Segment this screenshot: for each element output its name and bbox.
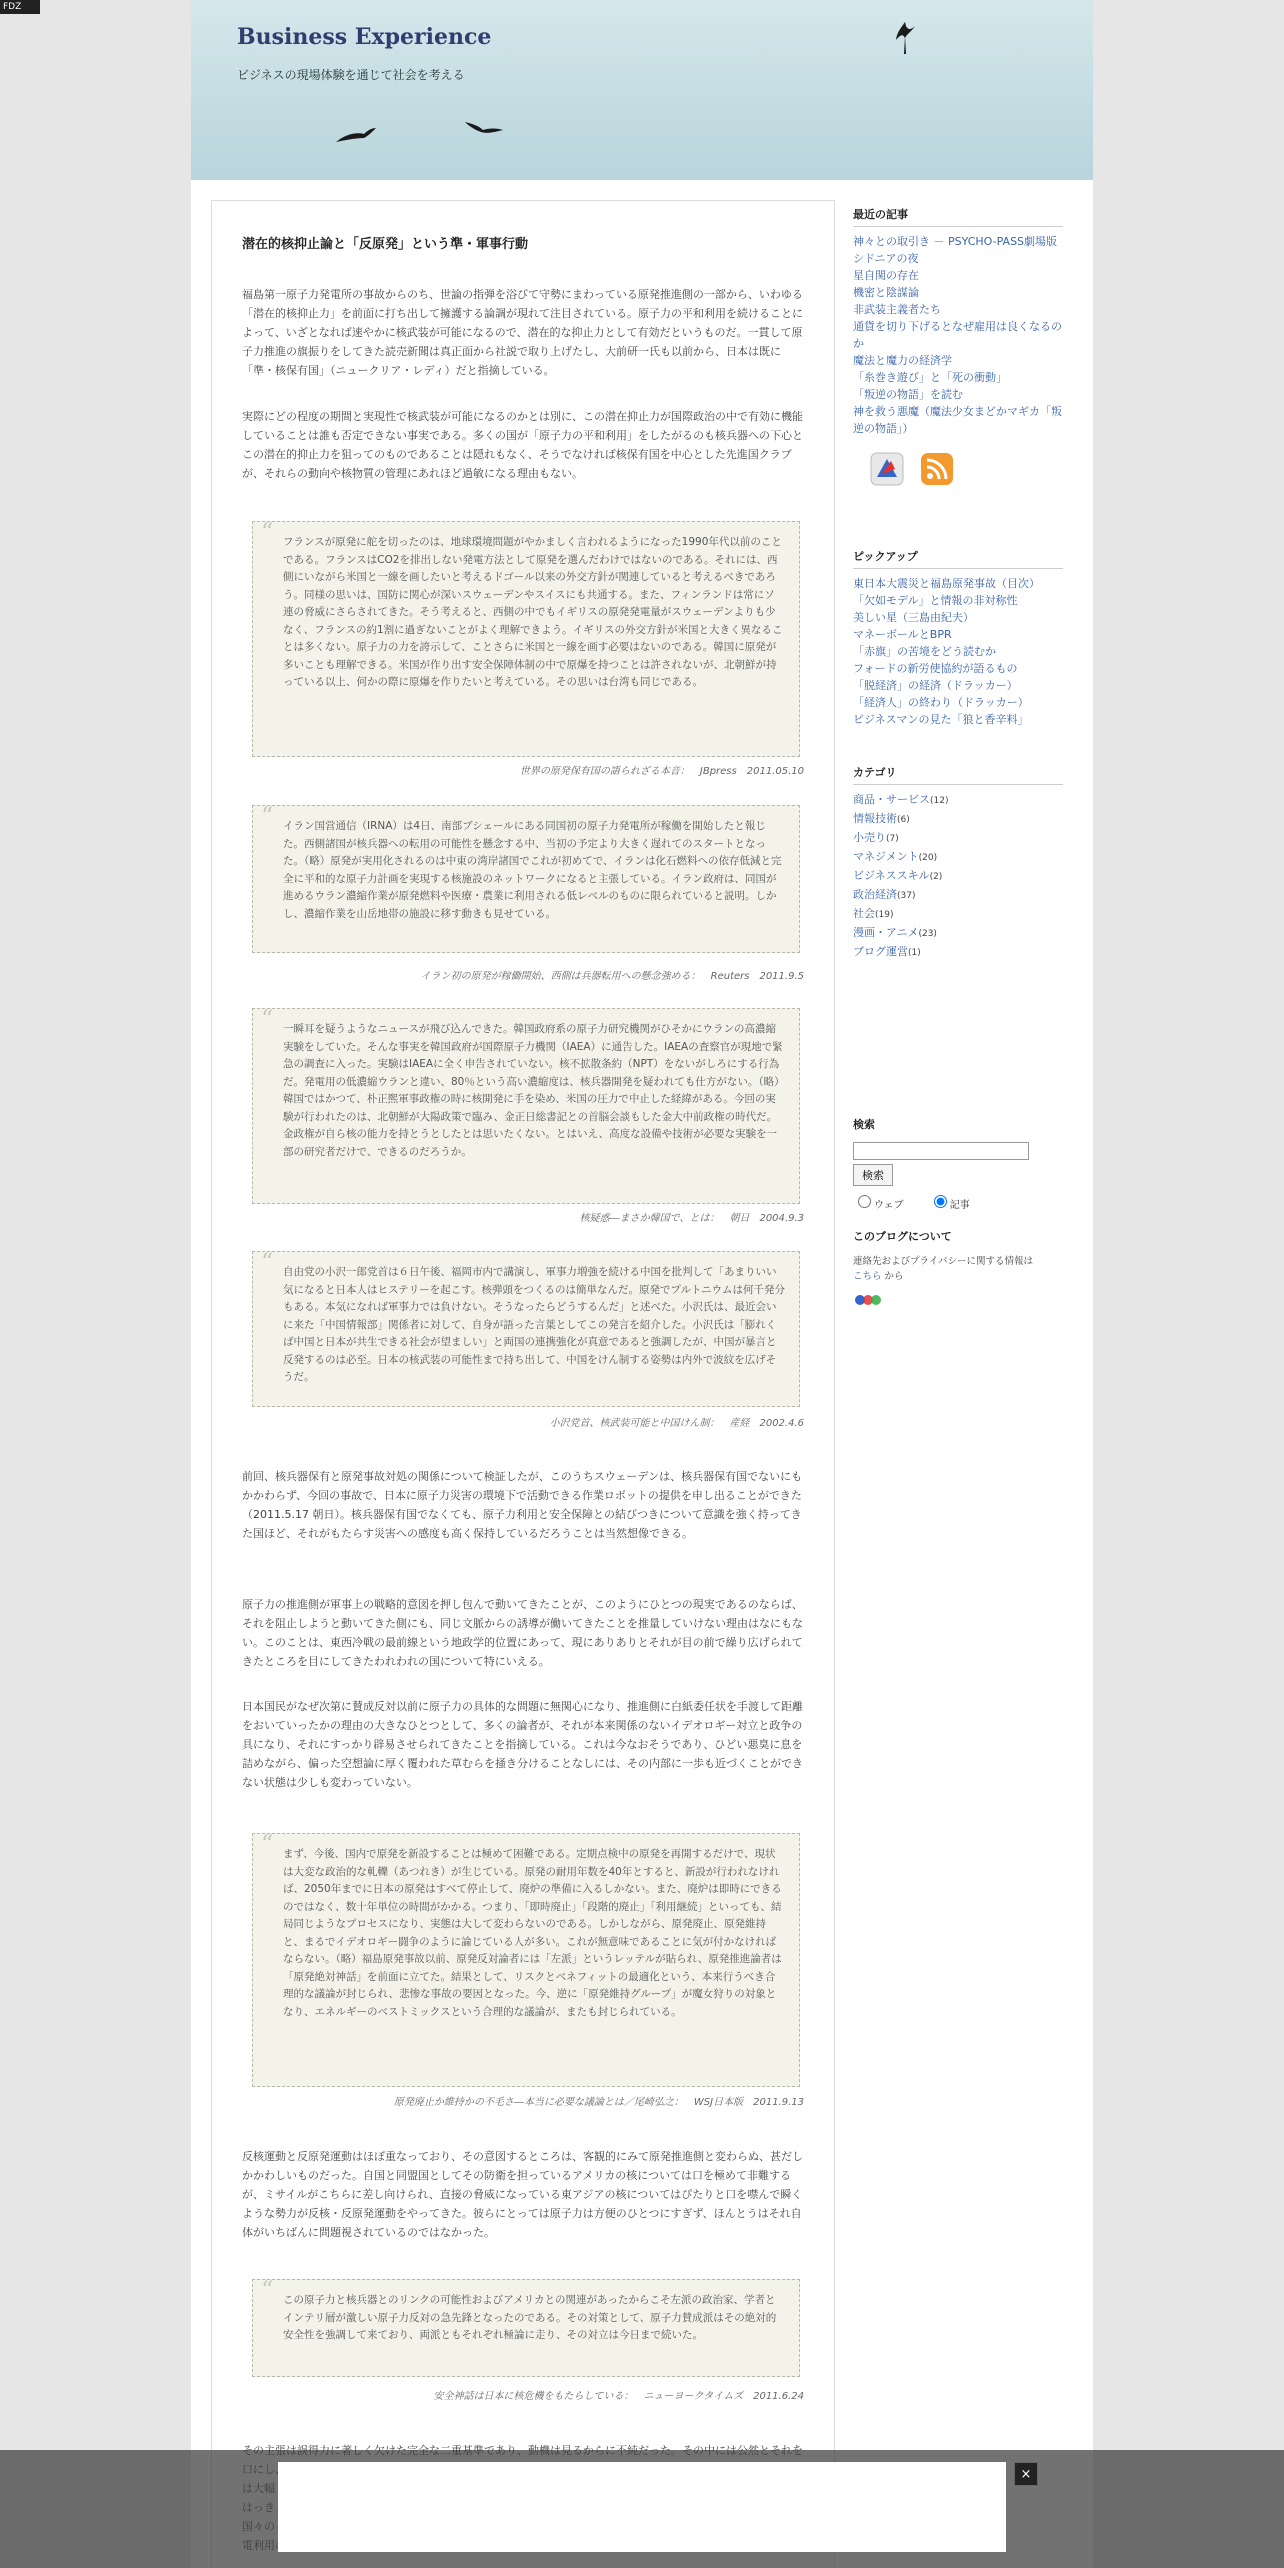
blockquote <box>252 2276 800 2377</box>
category-name[interactable]: 社会 <box>853 907 875 920</box>
category-link[interactable] <box>853 848 1063 867</box>
category-link[interactable] <box>853 829 1063 848</box>
pickup-link[interactable]: ビジネスマンの見た「狼と香辛料」 <box>853 713 1029 726</box>
recent-post-link[interactable]: 通貨を切り下げるとなぜ雇用は良くなるのか <box>853 320 1062 350</box>
pickup-link[interactable]: マネーボールとBPR <box>853 628 952 641</box>
category-name[interactable]: マネジメント <box>853 850 919 863</box>
pickup-link[interactable]: 「赤旗」の苦境をどう読むか <box>853 645 996 658</box>
close-icon[interactable]: × <box>1014 2462 1038 2486</box>
pickup-heading: ピックアップ <box>853 548 1063 569</box>
post-paragraph: 前回、核兵器保有と原発事故対処の関係について検証したが、このうちスウェーデンは、核兵器保有国でないにもかかわらず、今回の事故で、日本に原子力災害の環境下で活動できる作業ロボットの提供を申し出ることができた（2011.5.17 朝日）。核兵器保有国でなくても、原子力利用と安全保障との結びつきについて意識を強く持ってきた国ほど、それがもたらす災害への感度も高く保持しているだろうことは当然想像できる。 <box>242 1470 803 1540</box>
category-name[interactable]: ビジネススキル <box>853 869 930 882</box>
bird-icon <box>893 18 917 58</box>
quote-text: 一瞬耳を疑うようなニュースが飛び込んできた。韓国政府系の原子力研究機関がひそかにウランの高濃縮実験をしていた。そんな事実を韓国政府が国際原子力機関（IAEA）に通告した。IAEAの査察官が現地で緊急の調査に入った。実験はIAEAに全く申告されていない。核不拡散条約（NPT）をないがしろにする行為だ。発電用の低濃縮ウランと違い、80％という高い濃縮度は、核兵器開発を疑われても仕方がない。（略）韓国ではかつて、朴正煕軍事政権の時に核開発に手を染め、米国の圧力で中止した経緯がある。今回の実験が行われたのは、北朝鮮が大陽政策で臨み、金正日総書記との首脳会談もした金大中前政権の時代だ。金政権が自ら核の能力を持とうとしたとは思いたくない。とはいえ、高度な設備や技術が必要な実験を一部の研究者だけで、できるのだろうか。 <box>283 1023 785 1158</box>
recent-post-link[interactable]: 「糸巻き遊び」と「死の衝動」 <box>853 371 1007 384</box>
category-count: (37) <box>897 891 916 901</box>
radio-web-label[interactable] <box>853 1200 904 1211</box>
quote-citation[interactable]: 原発廃止か維持かの不毛さ―本当に必要な議論とは／尾崎弘之： WSJ日本版 2011.9.13 <box>393 2097 804 2108</box>
quote-mark-icon: “ <box>261 1830 274 1858</box>
blockquote <box>252 1830 800 2087</box>
category-name[interactable]: 小売り <box>853 831 886 844</box>
search-heading: 検索 <box>853 1118 875 1131</box>
bird-icon <box>463 118 505 136</box>
bookmark-icon[interactable] <box>867 449 907 489</box>
quote-text: まず、今後、国内で原発を新設することは極めて困難である。定期点検中の原発を再開するだけで、現状は大変な政治的な軋轢（あつれき）が生じている。原発の耐用年数を40年とすると、新設が行われなければ、2050年までに日本の原発はすべて停止して、廃炉の準備に入るしかない。また、廃炉は即時にできるのではなく、数十年単位の時間がかかる。つまり、「即時廃止」「段階的廃止」「利用継続」といっても、結局同じようなプロセスになり、実態は大して変わらないのである。しかしながら、原発廃止、原発維持と、まるでイデオロギー闘争のように論じている人が多い。これが無意味であることに気が付かなければならない。（略）福島原発事故以前、原発反対論者には「左派」というレッテルが貼られ、原発推進論者は「原発絶対神話」を前面に立てた。結果として、リスクとベネフィットの最適化という、本来行うべき合理的な議論が封じられ、悲惨な事故の要因となった。今、逆に「原発維持グループ」が魔女狩りの対象となり、エネルギーのベストミックスという合理的な議論が、またも封じられている。 <box>283 1848 782 2018</box>
recent-post-link[interactable]: 「叛逆の物語」を読む <box>853 388 963 401</box>
about-link[interactable]: こちら <box>853 1271 882 1282</box>
recent-post-link[interactable]: シドニアの夜 <box>853 252 919 265</box>
main-content <box>211 200 835 2568</box>
recent-post-link[interactable]: 魔法と魔力の経済学 <box>853 354 952 367</box>
category-count: (12) <box>930 796 949 806</box>
quote-text: この原子力と核兵器とのリンクの可能性およびアメリカとの関連があったからこそ左派の政治家、学者とインテリ層が激しい原子力反対の急先鋒となったのである。その対策として、原子力賛成派はその絶対的安全性を強調して来ており、両派ともそれぞれ極論に走り、その対立は今日まで続いた。 <box>283 2294 777 2341</box>
ad-banner[interactable] <box>278 2462 1006 2552</box>
quote-mark-icon: “ <box>261 802 274 830</box>
search-widget <box>853 1116 1063 1211</box>
category-name[interactable]: 政治経済 <box>853 888 897 901</box>
recent-post-link[interactable]: 非武装主義者たち <box>853 303 941 316</box>
post-title[interactable]: 潜在的核抑止論と「反原発」という準・軍事行動 <box>242 237 529 252</box>
category-count: (7) <box>886 834 899 844</box>
page-container <box>191 0 1093 2568</box>
recent-post-link[interactable]: 神々との取引き － PSYCHO-PASS劇場版 <box>853 235 1058 248</box>
pickup-link[interactable]: 「脱経済」の経済（ドラッカー） <box>853 679 1018 692</box>
recent-post-link[interactable]: 機密と陰謀論 <box>853 286 919 299</box>
category-link[interactable] <box>853 924 1063 943</box>
category-name[interactable]: 情報技術 <box>853 812 897 825</box>
quote-mark-icon: “ <box>261 518 274 546</box>
radio-post-text: 記事 <box>949 1200 970 1211</box>
category-count: (20) <box>918 853 938 863</box>
post-paragraph: 反核運動と反原発運動はほぼ重なっており、その意図するところは、客観的にみて原発推進側と変わらぬ、甚だしかかわしいものだった。自国と同盟国としてその防衛を担っているアメリカの核については口を極めて非難するが、ミサイルがこちらに差し向けられ、直接の脅威になっている東アジアの核についてはぴたりと口を噤んで瞬くような勢力が反核・反原発運動をやってきた。彼らにとっては原子力は方便のひとつにすぎず、ほんとうはそれ自体がいちばんに問題視されているのではなかった。 <box>242 2150 803 2239</box>
recent-posts <box>853 206 1063 489</box>
radio-post[interactable] <box>934 1195 947 1208</box>
pickup-link[interactable]: 「経済人」の終わり（ドラッカー） <box>853 696 1029 709</box>
post-paragraph: 福島第一原子力発電所の事故からのち、世論の指弾を浴びて守勢にまわっている原発推進側の一部から、いわゆる「潜在的核抑止力」を前面に打ち出して擁護する論調が現れて注目されている。原子力の平和利用を続けることによって、いざとなれば速やかに核武装が可能になるので、潜在的な抑止力として有効だというものだ。一貫して原子力推進の旗振りをしてきた読売新聞は真正面から社説で取り上げたし、大前研一氏も以前から、日本は既に「準・核保有国」（ニュークリア・レディ）だと指摘している。 <box>242 288 803 377</box>
category-name[interactable]: ブログ運営 <box>853 945 908 958</box>
category-name[interactable]: 商品・サービス <box>853 793 930 806</box>
category-count: (2) <box>929 872 943 882</box>
radio-web-text: ウェブ <box>874 1200 904 1211</box>
pickup-link[interactable]: 東日本大震災と福島原発事故（目次） <box>853 577 1040 590</box>
pickup-link[interactable]: 「欠如モデル」と情報の非対称性 <box>853 594 1018 607</box>
about-description: 連絡先およびプライバシーに関する情報は <box>853 1256 1034 1267</box>
about-heading: このブログについて <box>853 1230 952 1243</box>
category-count: (6) <box>897 815 910 825</box>
category-link[interactable] <box>853 943 1063 962</box>
blockquote <box>252 518 800 757</box>
about-suffix: から <box>881 1271 904 1282</box>
quote-text: イラン国営通信（IRNA）は4日、南部ブシェールにある同国初の原子力発電所が稼働を開始したと報じた。西側諸国が核兵器への転用の可能性を懸念する中、当初の予定より大きく遅れてのスタートとなった。（略）原発が実用化されるのは中東の湾岸諸国でこれが初めてで、イランは化石燃料への依存低減と完全に平和的な原子力計画を実現する核施設のネットワークになると主張している。イラン政府は、同国が進めるウラン濃縮作業が原発燃料や医療・農業に利用される低レベルのものに限られていると説明。しかし、濃縮作業を山岳地帯の施設に移す動きも見せている。 <box>283 820 782 920</box>
quote-mark-icon: “ <box>261 1248 274 1276</box>
quote-mark-icon: “ <box>261 1005 274 1033</box>
search-button[interactable]: 検索 <box>853 1164 893 1186</box>
post-paragraph: 実際にどの程度の期間と実現性で核武装が可能になるのかとは別に、この潜在抑止力が国際政治の中で有効に機能していることは誰も否定できない事実である。多くの国が「原子力の平和利用」をしたがるのも核兵器への下心とこの潜在的抑止力を狙ってのものであることは隠れもなく、そうでなければ核保有国を中心とした先進国クラブが、それらの動向や核物質の管理にあれほど過敏になる理由もない。 <box>242 410 803 480</box>
category-link[interactable] <box>853 810 1063 829</box>
radio-post-label[interactable] <box>929 1200 970 1211</box>
category-link[interactable] <box>853 791 1063 810</box>
quote-text: 自由党の小沢一郎党首は６日午後、福岡市内で講演し、軍事力増強を続ける中国を批判して「あまりいい気になると日本人はヒステリーを起こす。核弾頭をつくるのは簡単なんだ。原発でプルトニウムは何千発分もある。本気になれば軍事力では負けない。そうなったらどうするんだ」と述べた。小沢氏は、最近会いに来た「中国情報部」関係者に対して、自身が語った言葉としてこの発言を紹介した。小沢氏は「膨れくば中国と日本が共生できる社会が望ましい」と両国の連携強化が真意であると強調したが、中国が暴言と反発するのは必至。日本の核武装の可能性まで持ち出して、中国をけん制する姿勢は内外で波紋を広げそうだ。 <box>283 1266 786 1383</box>
category-count: (1) <box>908 948 921 958</box>
quote-text: フランスが原発に舵を切ったのは、地球環境問題がやかましく言われるようになった1990年代以前のことである。フランスはCO2を排出しない発電方法として原発を選んだわけではないのである。それには、西側にいながら米国と一線を画したいと考えるドゴール以来の外交方針が関連していると考えるべきであろう。同様の思いは、国防に関心が深いスウェーデンやスイスにも共通する。また、フィンランドは常にソ連の脅威にさらされてきた。そう考えると、西側の中でもイギリスの原発発電量がスウェーデンよりも少なく、フランスの約1割に過ぎないことがよく理解できよう。イギリスの外交方針が米国と大きく異なることは多くない。原子力の力を誇示して、ことさらに米国と一線を画す必要はないのである。韓国に原発が多いことも理解できる。米国が作り出す安全保障体制の中で原爆を持つことは許されないが、北朝鮮が持っている以上、何かの際に原爆を作りたいと考えている。その思いは台湾も同じである。 <box>283 536 783 688</box>
site-title[interactable]: Business Experience <box>237 24 492 50</box>
about-widget <box>853 1228 1063 1312</box>
quote-citation[interactable]: イラン初の原発が稼働開始、西側は兵器転用への懸念強める： Reuters 2011.9.5 <box>420 971 804 982</box>
search-scope <box>853 1192 1063 1211</box>
rss-icon[interactable] <box>917 449 957 489</box>
site-header <box>191 0 1093 180</box>
quote-citation[interactable]: 安全神話は日本に核危機をもたらしている： ニューヨークタイムズ 2011.6.24 <box>433 2391 804 2402</box>
bird-icon <box>334 126 378 146</box>
post-paragraph: 原子力の推進側が軍事上の戦略的意図を押し包んで動いてきたことが、このようにひとつの現実であるのならば、それを阻止しようと動いてきた側にも、同じ文脈からの誘導が働いてきたことを推量していけない理由はなにもない。このことは、東西冷戦の最前線という地政学的位置にあって、現にありありとそれが目の前で繰り広げられてきたところを目にしてきたわれわれの国について特にいえる。 <box>242 1598 803 1668</box>
quote-citation[interactable]: 核疑惑―まさか韓国で、とは： 朝日 2004.9.3 <box>579 1213 804 1224</box>
post-paragraph: 日本国民がなぜ次第に賛成反対以前に原子力の具体的な問題に無関心になり、推進側に白紙委任状を手渡して距離をおいていったかの理由の大きなひとつとして、多くの論者が、それが本来関係のないイデオロギー対立と政争の具になり、それにすっかり辟易させられてきたことを指摘している。これは今なおそうであり、ひどい悪臭に息を詰めながら、偏った空想論に厚く覆われた草むらを掻き分けることなしには、その内部に一歩も近づくことができない状態は少しも変わっていない。 <box>242 1700 803 1789</box>
quote-mark-icon: “ <box>261 2276 274 2304</box>
recent-post-link[interactable]: 神を救う悪魔（魔法少女まどかマギカ「叛逆の物語」） <box>853 405 1062 435</box>
category-link[interactable] <box>853 886 1063 905</box>
category-count: (23) <box>918 929 937 939</box>
site-tagline: ビジネスの現場体験を通じて社会を考える <box>237 68 465 82</box>
pickup-posts <box>853 548 1063 728</box>
category-link[interactable] <box>853 905 1063 924</box>
categories <box>853 764 1063 962</box>
category-name[interactable]: 漫画・アニメ <box>853 926 919 939</box>
blockquote <box>252 802 800 953</box>
quote-citation[interactable]: 世界の原発保有国の語られざる本音： JBpress 2011.05.10 <box>519 766 804 777</box>
ad-overlay <box>0 2450 1284 2568</box>
categories-heading: カテゴリ <box>853 764 1063 785</box>
corner-badge: FDZ <box>0 0 40 14</box>
pickup-link[interactable]: 美しい星（三島由紀夫） <box>853 611 974 624</box>
pickup-link[interactable]: フォードの新労使協約が語るもの <box>853 662 1018 675</box>
recent-posts-heading: 最近の記事 <box>853 206 1063 227</box>
category-count: (19) <box>875 910 894 920</box>
about-text <box>853 1254 1063 1284</box>
radio-web[interactable] <box>858 1195 871 1208</box>
blockquote <box>252 1248 800 1407</box>
blockquote <box>252 1005 800 1204</box>
search-input[interactable] <box>853 1142 1029 1160</box>
recent-post-link[interactable]: 星自関の存在 <box>853 269 919 282</box>
blog-badge-icon[interactable] <box>853 1292 883 1308</box>
quote-citation[interactable]: 小沢党首、核武装可能と中国けん制： 産経 2002.4.6 <box>549 1418 804 1429</box>
category-link[interactable] <box>853 867 1063 886</box>
